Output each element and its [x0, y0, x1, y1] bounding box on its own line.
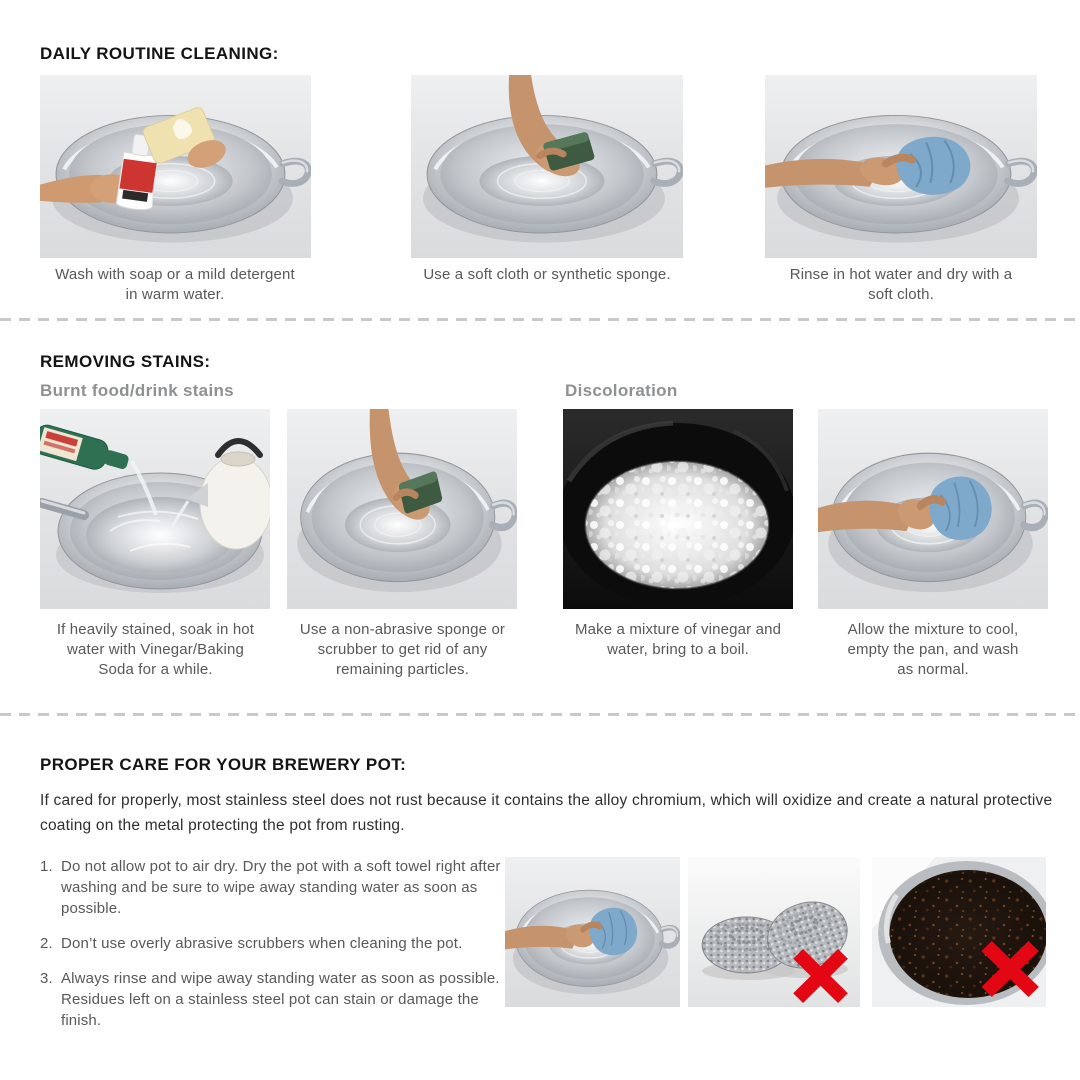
proper-care-intro: If cared for properly, most stainless steel does not rust because it contains the alloy chromium, which will oxidize and create a natural protective coating on the metal protecting the pot from rusting. — [40, 792, 1053, 834]
list-number: 2. — [40, 935, 53, 952]
list-text: Don’t use overly abrasive scrubbers when cleaning the pot. — [61, 935, 463, 952]
stain-step-caption: If heavily stained, soak in hot water with Vinegar/Baking Soda for a while. — [56, 621, 255, 679]
photo-dry-with-towel — [505, 857, 680, 1007]
list-number: 3. — [40, 970, 53, 987]
photo-rinse-dry — [765, 75, 1037, 258]
photo-soak-vinegar — [40, 409, 270, 609]
list-text: Always rinse and wipe away standing water as soon as possible. Residues left on a stainless steel pot can stain or damage the finish. — [61, 970, 500, 1029]
photo-wash-with-soap — [40, 75, 311, 258]
list-number: 1. — [40, 858, 53, 875]
stain-step-caption: Make a mixture of vinegar and water, bring to a boil. — [574, 621, 782, 659]
photo-boiling-vinegar-water — [563, 409, 793, 609]
daily-step-caption: Use a soft cloth or synthetic sponge. — [423, 266, 671, 283]
removing-stains-heading: REMOVING STAINS: — [40, 352, 211, 371]
care-tips-list — [40, 856, 510, 1031]
stain-step-caption: Use a non-abrasive sponge or scrubber to get rid of any remaining particles. — [299, 621, 506, 679]
care-tip-item — [40, 856, 510, 919]
photo-non-abrasive-sponge — [287, 409, 517, 609]
photo-steel-scrubbers-prohibited — [688, 857, 860, 1007]
daily-step-caption: Rinse in hot water and dry with a soft cloth. — [789, 266, 1013, 304]
photo-soft-sponge — [411, 75, 683, 258]
photo-burnt-pot-prohibited — [872, 857, 1046, 1007]
daily-step-caption: Wash with soap or a mild detergent in warm water. — [55, 266, 295, 304]
daily-cleaning-heading: DAILY ROUTINE CLEANING: — [40, 44, 279, 63]
dashed-divider — [0, 713, 1080, 716]
stain-step-caption: Allow the mixture to cool, empty the pan, and wash as normal. — [847, 621, 1019, 679]
care-tip-item — [40, 968, 510, 1031]
care-tip-item — [40, 933, 510, 954]
dashed-divider — [0, 318, 1080, 321]
photo-wash-as-normal — [818, 409, 1048, 609]
proper-care-heading: PROPER CARE FOR YOUR BREWERY POT: — [40, 755, 407, 774]
list-text: Do not allow pot to air dry. Dry the pot with a soft towel right after washing and be sure to wipe away standing water as soon as possible. — [61, 858, 501, 917]
discoloration-subheading: Discoloration — [565, 381, 678, 400]
burnt-stains-subheading: Burnt food/drink stains — [40, 381, 234, 400]
